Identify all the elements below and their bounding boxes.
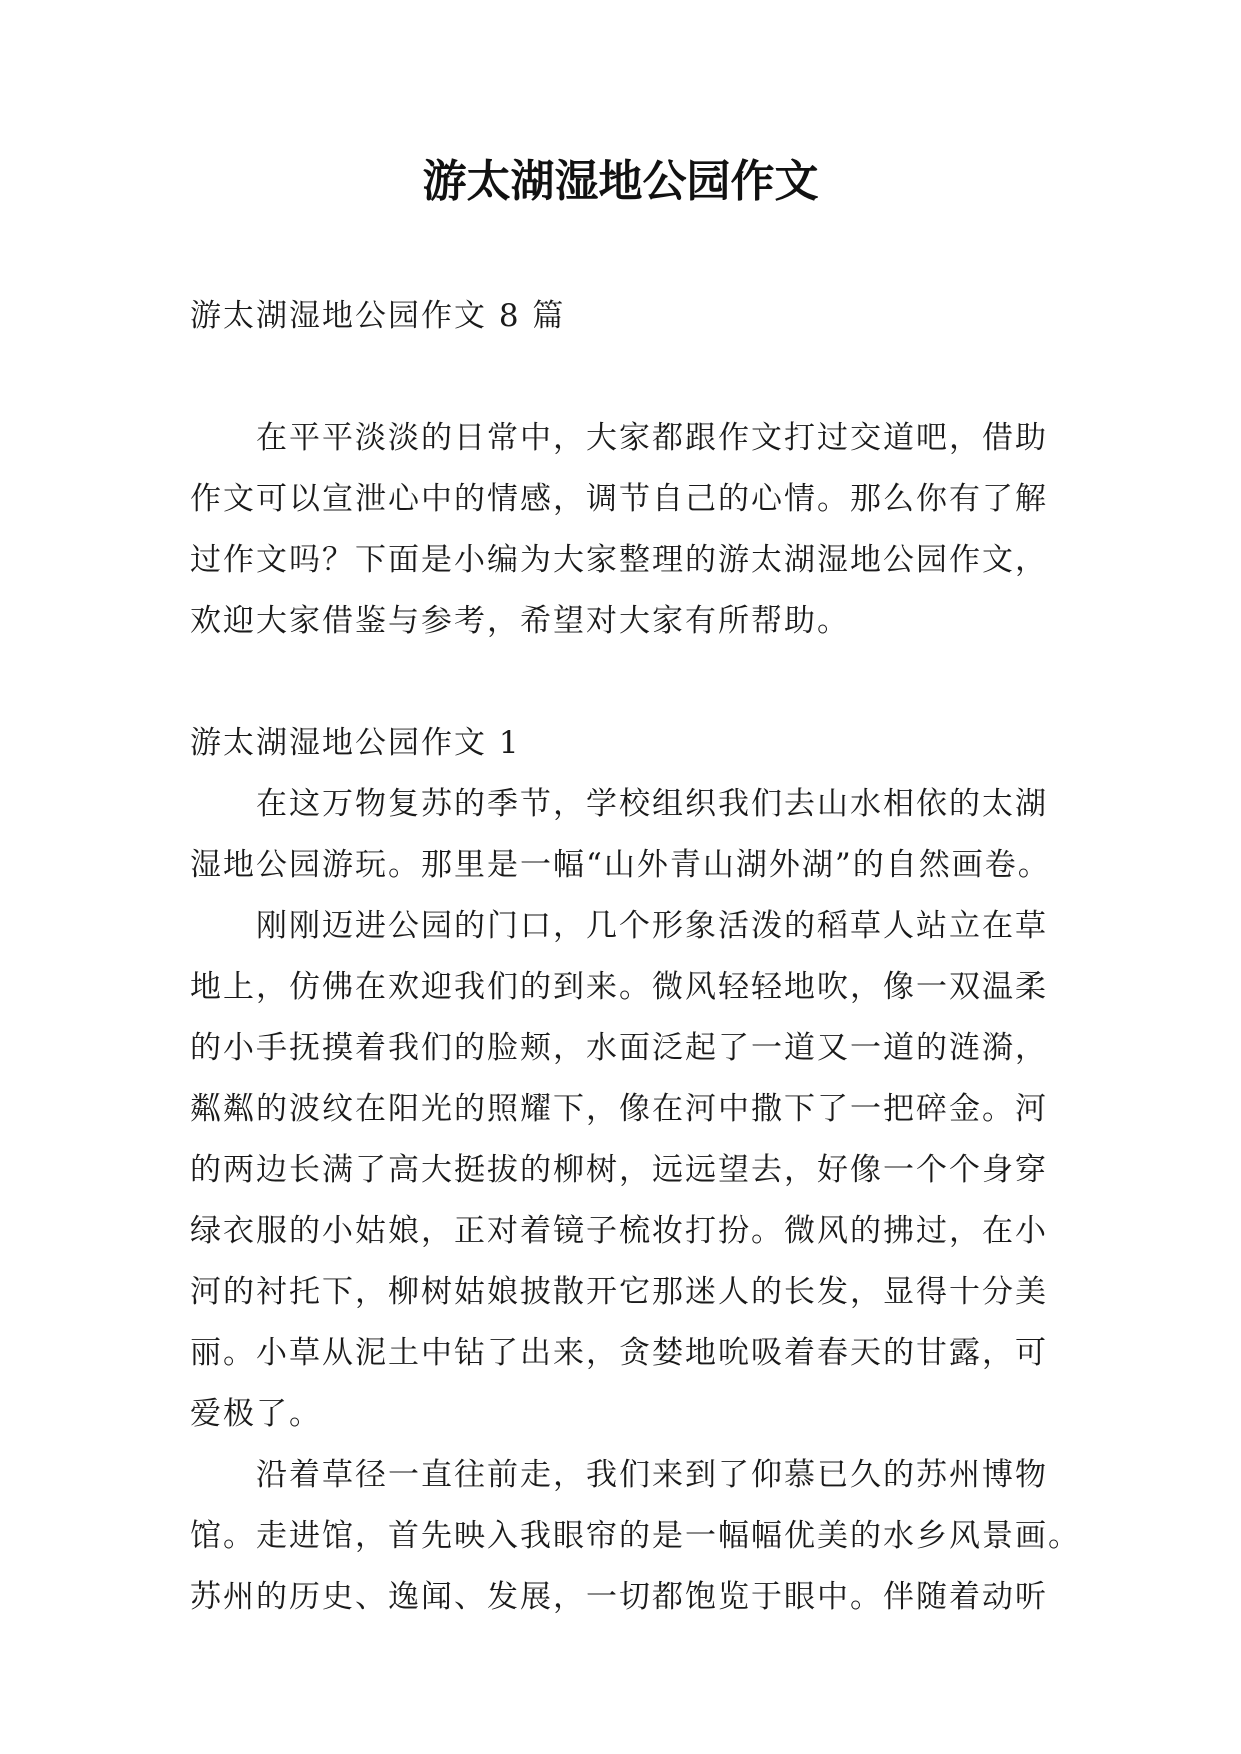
intro-line: 过作文吗？下面是小编为大家整理的游太湖湿地公园作文， <box>190 542 1048 578</box>
paragraph-line: 绿衣服的小姑娘，正对着镜子梳妆打扮。微风的拂过，在小 <box>190 1213 1048 1249</box>
paragraph-line: 湿地公园游玩。那里是一幅“山外青山湖外湖”的自然画卷。 <box>190 847 1051 883</box>
paragraph-line: 丽。小草从泥土中钻了出来，贪婪地吮吸着春天的甘露，可 <box>190 1335 1048 1371</box>
paragraph-line: 粼粼的波纹在阳光的照耀下，像在河中撒下了一把碎金。河 <box>190 1091 1048 1127</box>
intro-line: 欢迎大家借鉴与参考，希望对大家有所帮助。 <box>190 603 850 639</box>
intro-line: 作文可以宣泄心中的情感，调节自己的心情。那么你有了解 <box>190 481 1048 517</box>
paragraph-2 <box>190 896 1060 1445</box>
paragraph-line: 爱极了。 <box>190 1396 322 1432</box>
paragraph-1 <box>190 774 1060 896</box>
paragraph-line: 河的衬托下，柳树姑娘披散开它那迷人的长发，显得十分美 <box>190 1274 1048 1310</box>
paragraph-line: 地上，仿佛在欢迎我们的到来。微风轻轻地吹，像一双温柔 <box>190 969 1048 1005</box>
paragraph-line: 馆。走进馆，首先映入我眼帘的是一幅幅优美的水乡风景画。 <box>190 1518 1081 1554</box>
paragraph-line: 沿着草径一直往前走，我们来到了仰慕已久的苏州博物 <box>256 1457 1048 1493</box>
intro-paragraph <box>190 408 1060 652</box>
section-heading: 游太湖湿地公园作文 1 <box>190 725 521 761</box>
paragraph-line: 的两边长满了高大挺拔的柳树，远远望去，好像一个个身穿 <box>190 1152 1048 1188</box>
paragraph-line: 苏州的历史、逸闻、发展，一切都饱览于眼中。伴随着动听 <box>190 1579 1048 1615</box>
paragraph-line: 的小手抚摸着我们的脸颊，水面泛起了一道又一道的涟漪， <box>190 1030 1048 1066</box>
paragraph-line: 刚刚迈进公园的门口，几个形象活泼的稻草人站立在草 <box>256 908 1048 944</box>
document-title: 游太湖湿地公园作文 <box>422 156 819 207</box>
spacer <box>190 652 1060 713</box>
paragraph-line: 在这万物复苏的季节，学校组织我们去山水相依的太湖 <box>256 786 1048 822</box>
document-subtitle: 游太湖湿地公园作文 8 篇 <box>190 298 566 334</box>
document-body <box>190 286 1081 1628</box>
spacer <box>190 347 1060 408</box>
paragraph-3 <box>190 1445 1081 1628</box>
intro-line: 在平平淡淡的日常中，大家都跟作文打过交道吧，借助 <box>256 420 1048 456</box>
